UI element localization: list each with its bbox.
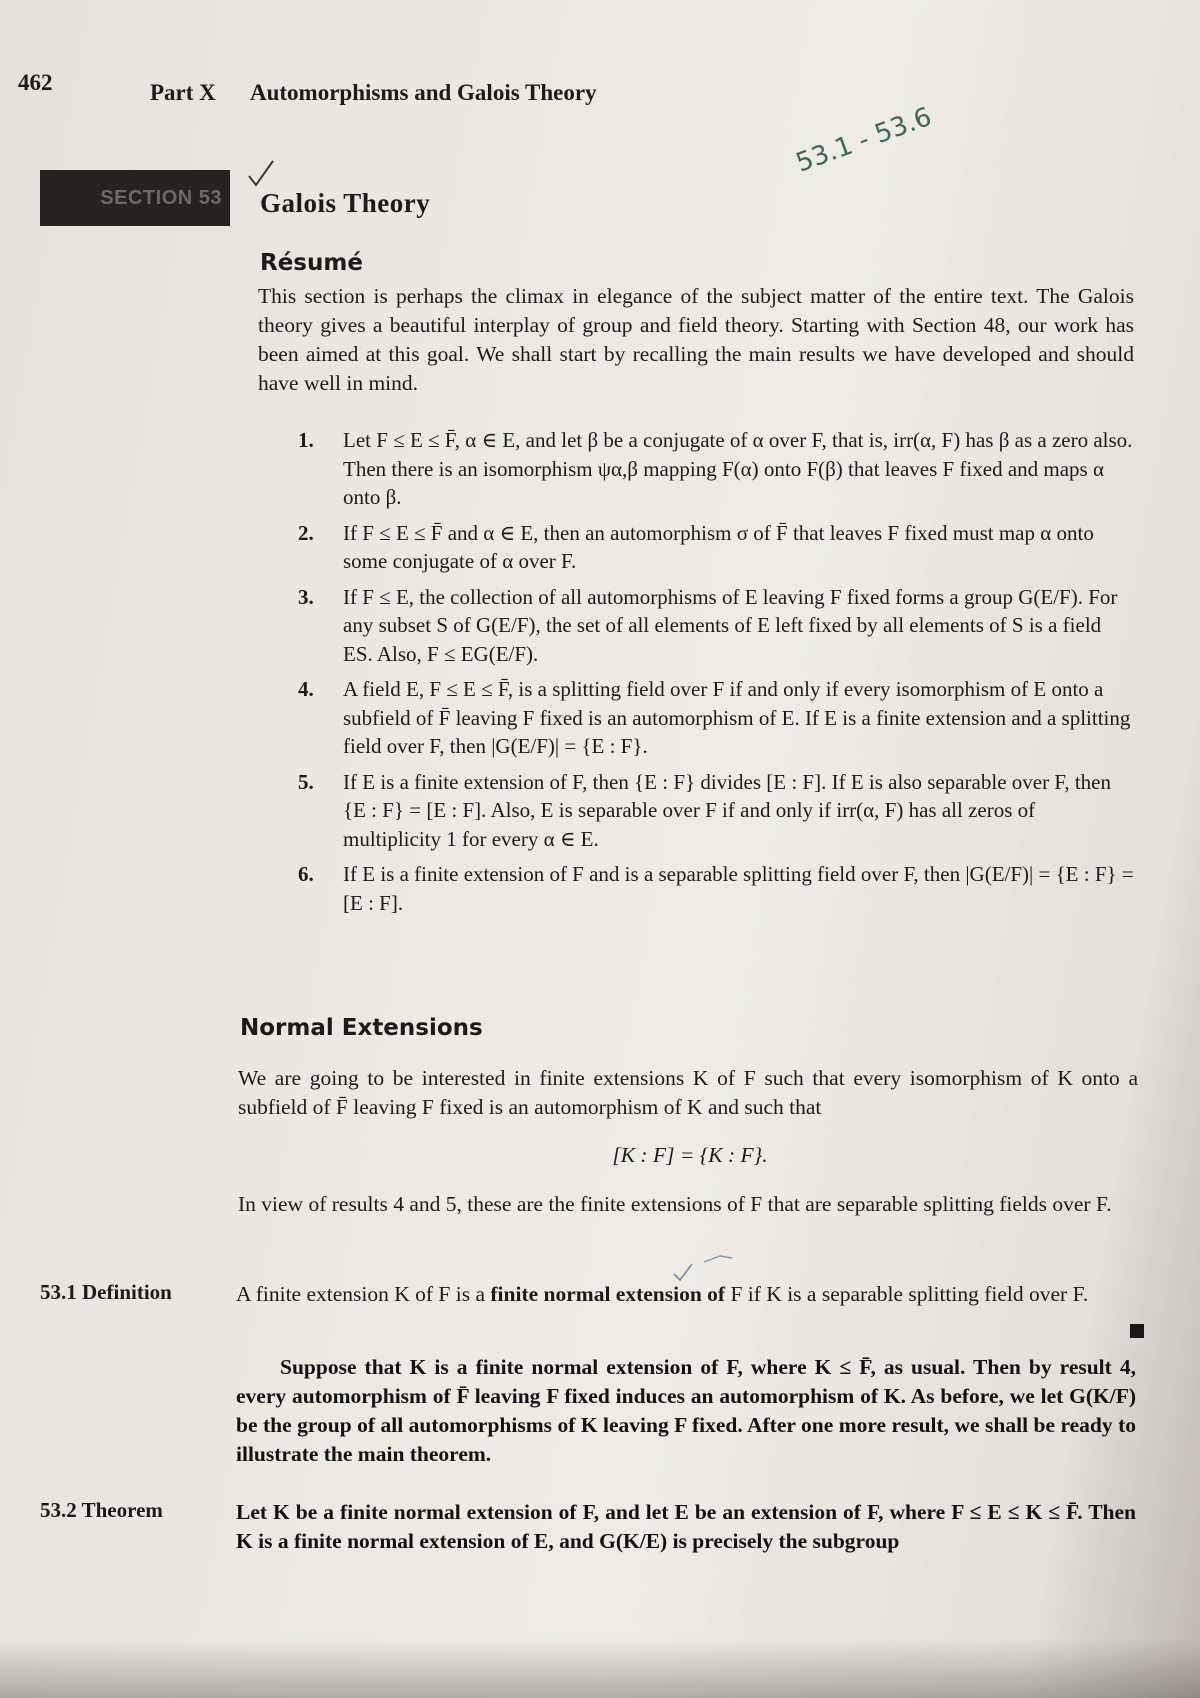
part-label: Part X [150, 80, 216, 105]
result-item [298, 519, 1136, 576]
result-text: A field E, F ≤ E ≤ F̄, is a splitting field over F if and only if every isomorphism of E onto a subfield of F̄ leaving F fixed is an automorphism of E. If E is a finite extension and a splitting field over F, then |G(E/F)| = {E : F}. [343, 677, 1131, 758]
theorem-text: Let K be a finite normal extension of F, and let E be an extension of F, where F ≤ E ≤ K ≤ F̄. Then K is a finite normal extension of E, and G(K/E) is precisely the subgroup [236, 1500, 1136, 1553]
result-item [298, 860, 1136, 917]
result-item [298, 583, 1136, 669]
end-of-definition-mark [1130, 1324, 1144, 1338]
section-label: SECTION 53 [40, 170, 230, 226]
checkmark-icon [246, 158, 276, 190]
result-text: If E is a finite extension of F and is a separable splitting field over F, then |G(E/F)| = {E : F} = [E : F]. [343, 862, 1134, 915]
page-number: 462 [18, 70, 53, 95]
normal-extensions-heading: Normal Extensions [240, 1015, 483, 1041]
result-number: 1. [298, 428, 314, 452]
result-number: 2. [298, 520, 314, 545]
result-text: If F ≤ E, the collection of all automorphisms of E leaving F fixed forms a group G(E/F). For any subset S of G(E/F), the set of all elements of E left fixed by all elements of S is a field ES. Also, F ≤ EG(E/F). [343, 584, 1118, 666]
results-list [298, 426, 1136, 924]
result-text: Let F ≤ E ≤ F̄, α ∈ E, and let β be a conjugate of α over F, that is, irr(α, F) has β as a zero also. Then there is an isomorphism ψα,β mapping F(α) onto F(β) that leaves F fixed and maps α onto β. [343, 428, 1133, 509]
handwritten-note-text: 53.1 - 53.6 [792, 101, 936, 179]
pencil-tick-icon [660, 1250, 750, 1284]
result-number: 3. [298, 584, 314, 609]
resume-heading: Résumé [260, 250, 363, 276]
definition-text-after: F if K is a separable splitting field over F. [725, 1282, 1089, 1306]
normal-extensions-para1: We are going to be interested in finite extensions K of F such that every isomorphism of K onto a subfield of F̄ leaving F fixed is an automorphism of K and such that [238, 1066, 1138, 1119]
normal-extensions-para2: In view of results 4 and 5, these are the finite extensions of F that are separable splitting fields over F. [238, 1192, 1112, 1216]
result-item [298, 768, 1136, 854]
definition-label: 53.1 Definition [40, 1280, 172, 1304]
definition-text [236, 1280, 1136, 1309]
definition-term: finite normal extension of [490, 1282, 726, 1306]
theorem-label: 53.2 Theorem [40, 1498, 163, 1522]
definition-text-before: A finite extension K of F is a [236, 1282, 491, 1306]
handwritten-note [790, 92, 950, 187]
part-title: Automorphisms and Galois Theory [250, 80, 597, 105]
result-text: If E is a finite extension of F, then {E : F} divides [E : F]. If E is also separable over F, then {E : F} = [E : F]. Also, E is separable over F if and only if irr(α, F) has all zeros of multiplicity 1 for every α ∈ E. [343, 769, 1111, 851]
result-number: 4. [298, 677, 314, 701]
display-equation: [K : F] = {K : F}. [612, 1143, 768, 1167]
result-text: If F ≤ E ≤ F̄ and α ∈ E, then an automorphism σ of F̄ that leaves F fixed must map α onto some conjugate of α over F. [343, 520, 1094, 573]
definition-follow-up: Suppose that K is a finite normal extension of F, where K ≤ F̄, as usual. Then by result 4, every automorphism of F̄ leaving F fixed induces an automorphism of K. As before, we let G(K/F) be the group of all automorphisms of K leaving F fixed. After one more result, we shall be ready to illustrate the main theorem. [236, 1355, 1136, 1466]
result-number: 6. [298, 862, 314, 886]
section-title: Galois Theory [260, 188, 431, 218]
resume-intro: This section is perhaps the climax in elegance of the subject matter of the entire text. The Galois theory gives a beautiful interplay of group and field theory. Starting with Section 48, our work has been aimed at this goal. We shall start by recalling the main results we have developed and should have well in mind. [258, 284, 1134, 395]
result-number: 5. [298, 769, 314, 794]
running-head [18, 70, 1160, 110]
result-item [298, 426, 1136, 512]
result-item [298, 675, 1136, 761]
